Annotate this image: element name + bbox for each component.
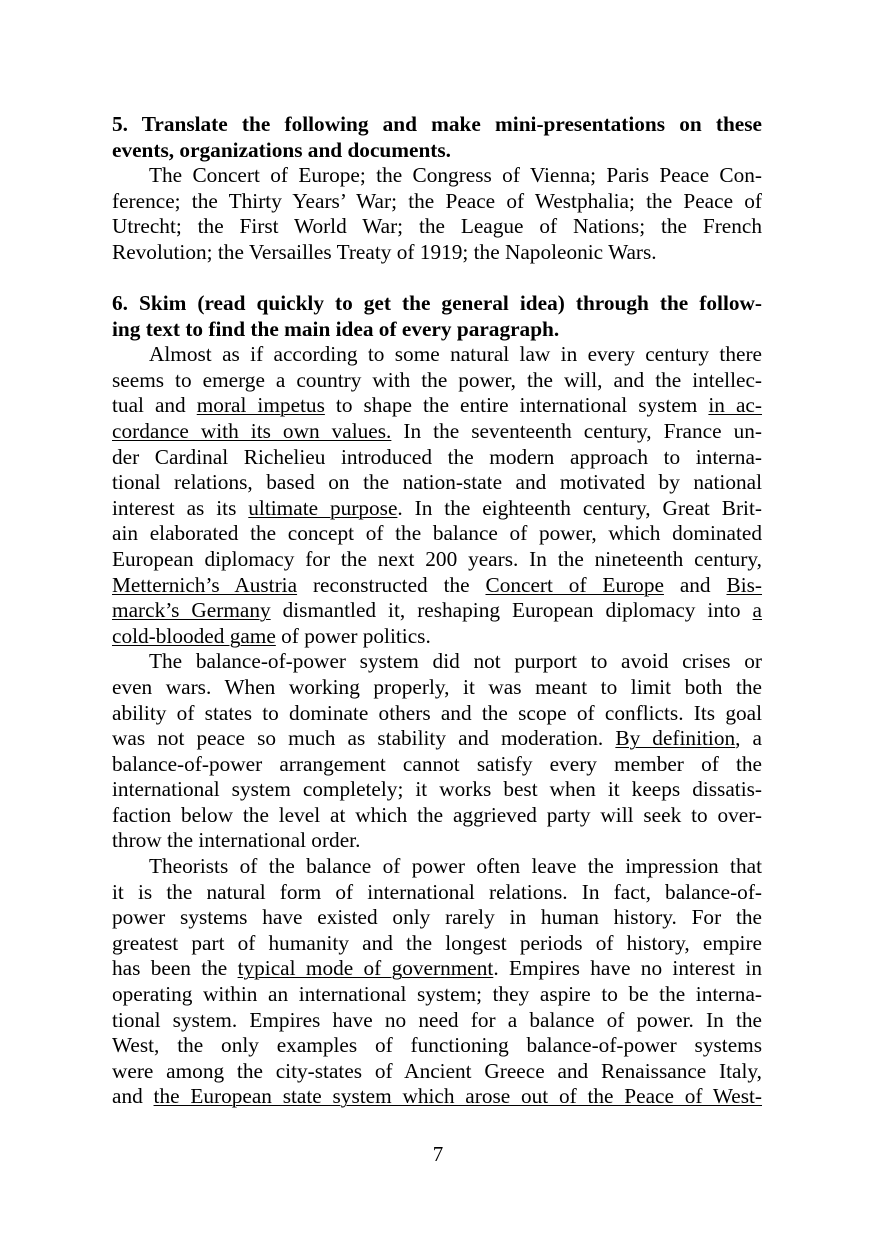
text-run: Almost as if according to some natural law in every century there — [149, 342, 762, 367]
text-run: der Cardinal Richelieu introduced the modern approach to interna- — [112, 444, 762, 469]
underlined-phrase: a — [752, 598, 762, 623]
text-run: 6. Skim (read quickly to get the general idea) through the follow- — [112, 291, 762, 315]
underlined-phrase: marck’s Germany — [112, 598, 271, 623]
text-line — [112, 624, 762, 650]
underlined-phrase: the European state system which arose out of the Peace of West- — [153, 1084, 762, 1109]
text-run: Theorists of the balance of power often leave the impression that — [149, 854, 762, 879]
text-run: it is the natural form of international relations. In fact, balance-of- — [112, 879, 762, 904]
text-run: In the seventeenth century, France un- — [391, 418, 762, 443]
underlined-phrase: moral impetus — [196, 393, 325, 418]
text-line — [112, 393, 762, 419]
text-line — [112, 931, 762, 957]
text-run: were among the city-states of Ancient Greece and Renaissance Italy, — [112, 1058, 762, 1083]
text-line — [112, 214, 762, 240]
underlined-phrase: Concert of Europe — [485, 572, 664, 597]
text-run: has been the — [112, 956, 238, 981]
text-run: West, the only examples of functioning balance-of-power systems — [112, 1033, 762, 1058]
text-line — [112, 1008, 762, 1034]
text-run: Utrecht; the First World War; the League of Nations; the French — [112, 214, 762, 239]
text-line — [112, 1033, 762, 1059]
underlined-phrase: Metternich’s Austria — [112, 572, 298, 597]
underlined-phrase: typical mode of government — [237, 956, 494, 981]
text-line — [112, 368, 762, 394]
text-line — [112, 803, 762, 829]
text-line — [112, 521, 762, 547]
text-line — [112, 675, 762, 701]
text-line — [112, 726, 762, 752]
text-line — [112, 573, 762, 599]
text-run: interest as its — [112, 495, 249, 520]
text-run: faction below the level at which the aggrieved party will seek to over- — [112, 802, 762, 827]
text-line — [112, 828, 762, 854]
underlined-phrase: By definition — [615, 726, 736, 751]
text-run: The balance-of-power system did not purport to avoid crises or — [149, 649, 762, 674]
exercise-6 — [112, 291, 762, 1110]
text-run: power systems have existed only rarely in human history. For the — [112, 905, 762, 930]
text-line — [112, 905, 762, 931]
text-run: and — [112, 1084, 154, 1109]
text-run: operating within an international system; they aspire to be the interna- — [112, 982, 762, 1007]
text-run: and — [663, 572, 727, 597]
text-run: ference; the Thirty Years’ War; the Peace of Westphalia; the Peace of — [112, 188, 762, 213]
text-line — [112, 701, 762, 727]
underlined-phrase: cold-blooded game — [112, 623, 276, 648]
text-run: dismantled it, reshaping European diplomacy into — [270, 598, 753, 623]
text-line — [112, 880, 762, 906]
text-line — [112, 419, 762, 445]
text-run: tional system. Empires have no need for a balance of power. In the — [112, 1007, 762, 1032]
text-run: balance-of-power arrangement cannot satisfy every member of the — [112, 751, 762, 776]
text-run: was not peace so much as stability and moderation. — [112, 726, 616, 751]
text-line — [112, 1084, 762, 1110]
text-run: even wars. When working properly, it was meant to limit both the — [112, 674, 762, 699]
text-run: international system completely; it works best when it keeps dissatis- — [112, 777, 762, 802]
text-run: reconstructed the — [297, 572, 486, 597]
text-line — [112, 342, 762, 368]
exercise-5 — [112, 112, 762, 266]
text-line — [112, 496, 762, 522]
underlined-phrase: Bis- — [726, 572, 762, 597]
text-run: . In the eighteenth century, Great Brit- — [397, 495, 762, 520]
underlined-phrase: ultimate purpose — [248, 495, 398, 520]
text-run: to shape the entire international system — [324, 393, 709, 418]
text-run: ain elaborated the concept of the balance of power, which dominated — [112, 521, 762, 546]
text-run: of power politics. — [275, 623, 431, 648]
text-run: . Empires have no interest in — [493, 956, 762, 981]
text-line — [112, 547, 762, 573]
text-line — [112, 956, 762, 982]
text-line — [112, 189, 762, 215]
heading-line — [112, 138, 762, 164]
text-line — [112, 854, 762, 880]
text-run: throw the international order. — [112, 828, 361, 853]
text-run: 5. Translate the following and make mini-presentations on these — [112, 112, 762, 136]
text-run: ability of states to dominate others and the scope of conflicts. Its goal — [112, 700, 762, 725]
heading-line — [112, 112, 762, 138]
text-run: tional relations, based on the nation-state and motivated by national — [112, 470, 762, 495]
text-line — [112, 982, 762, 1008]
underlined-phrase: in ac- — [708, 393, 762, 418]
text-run: events, organizations and documents. — [112, 137, 451, 162]
text-line — [112, 240, 762, 266]
text-run: The Concert of Europe; the Congress of Vienna; Paris Peace Con- — [149, 163, 762, 188]
text-line — [112, 752, 762, 778]
text-run: European diplomacy for the next 200 years. In the nineteenth century, — [112, 546, 762, 571]
heading-line — [112, 317, 762, 343]
text-run: seems to emerge a country with the power, the will, and the intellec- — [112, 367, 762, 392]
heading-line — [112, 291, 762, 317]
underlined-phrase: cordance with its own values. — [112, 418, 392, 443]
text-line — [112, 649, 762, 675]
text-line — [112, 1059, 762, 1085]
text-run: , a — [735, 726, 763, 751]
text-line — [112, 598, 762, 624]
text-run: tual and — [112, 393, 197, 418]
text-line — [112, 163, 762, 189]
text-run: ing text to find the main idea of every paragraph. — [112, 316, 560, 341]
text-line — [112, 777, 762, 803]
text-line — [112, 445, 762, 471]
text-run: greatest part of humanity and the longest periods of history, empire — [112, 930, 762, 955]
text-line — [112, 470, 762, 496]
text-run: Revolution; the Versailles Treaty of 1919; the Napoleonic Wars. — [112, 239, 657, 264]
page-number: 7 — [432, 1142, 444, 1166]
